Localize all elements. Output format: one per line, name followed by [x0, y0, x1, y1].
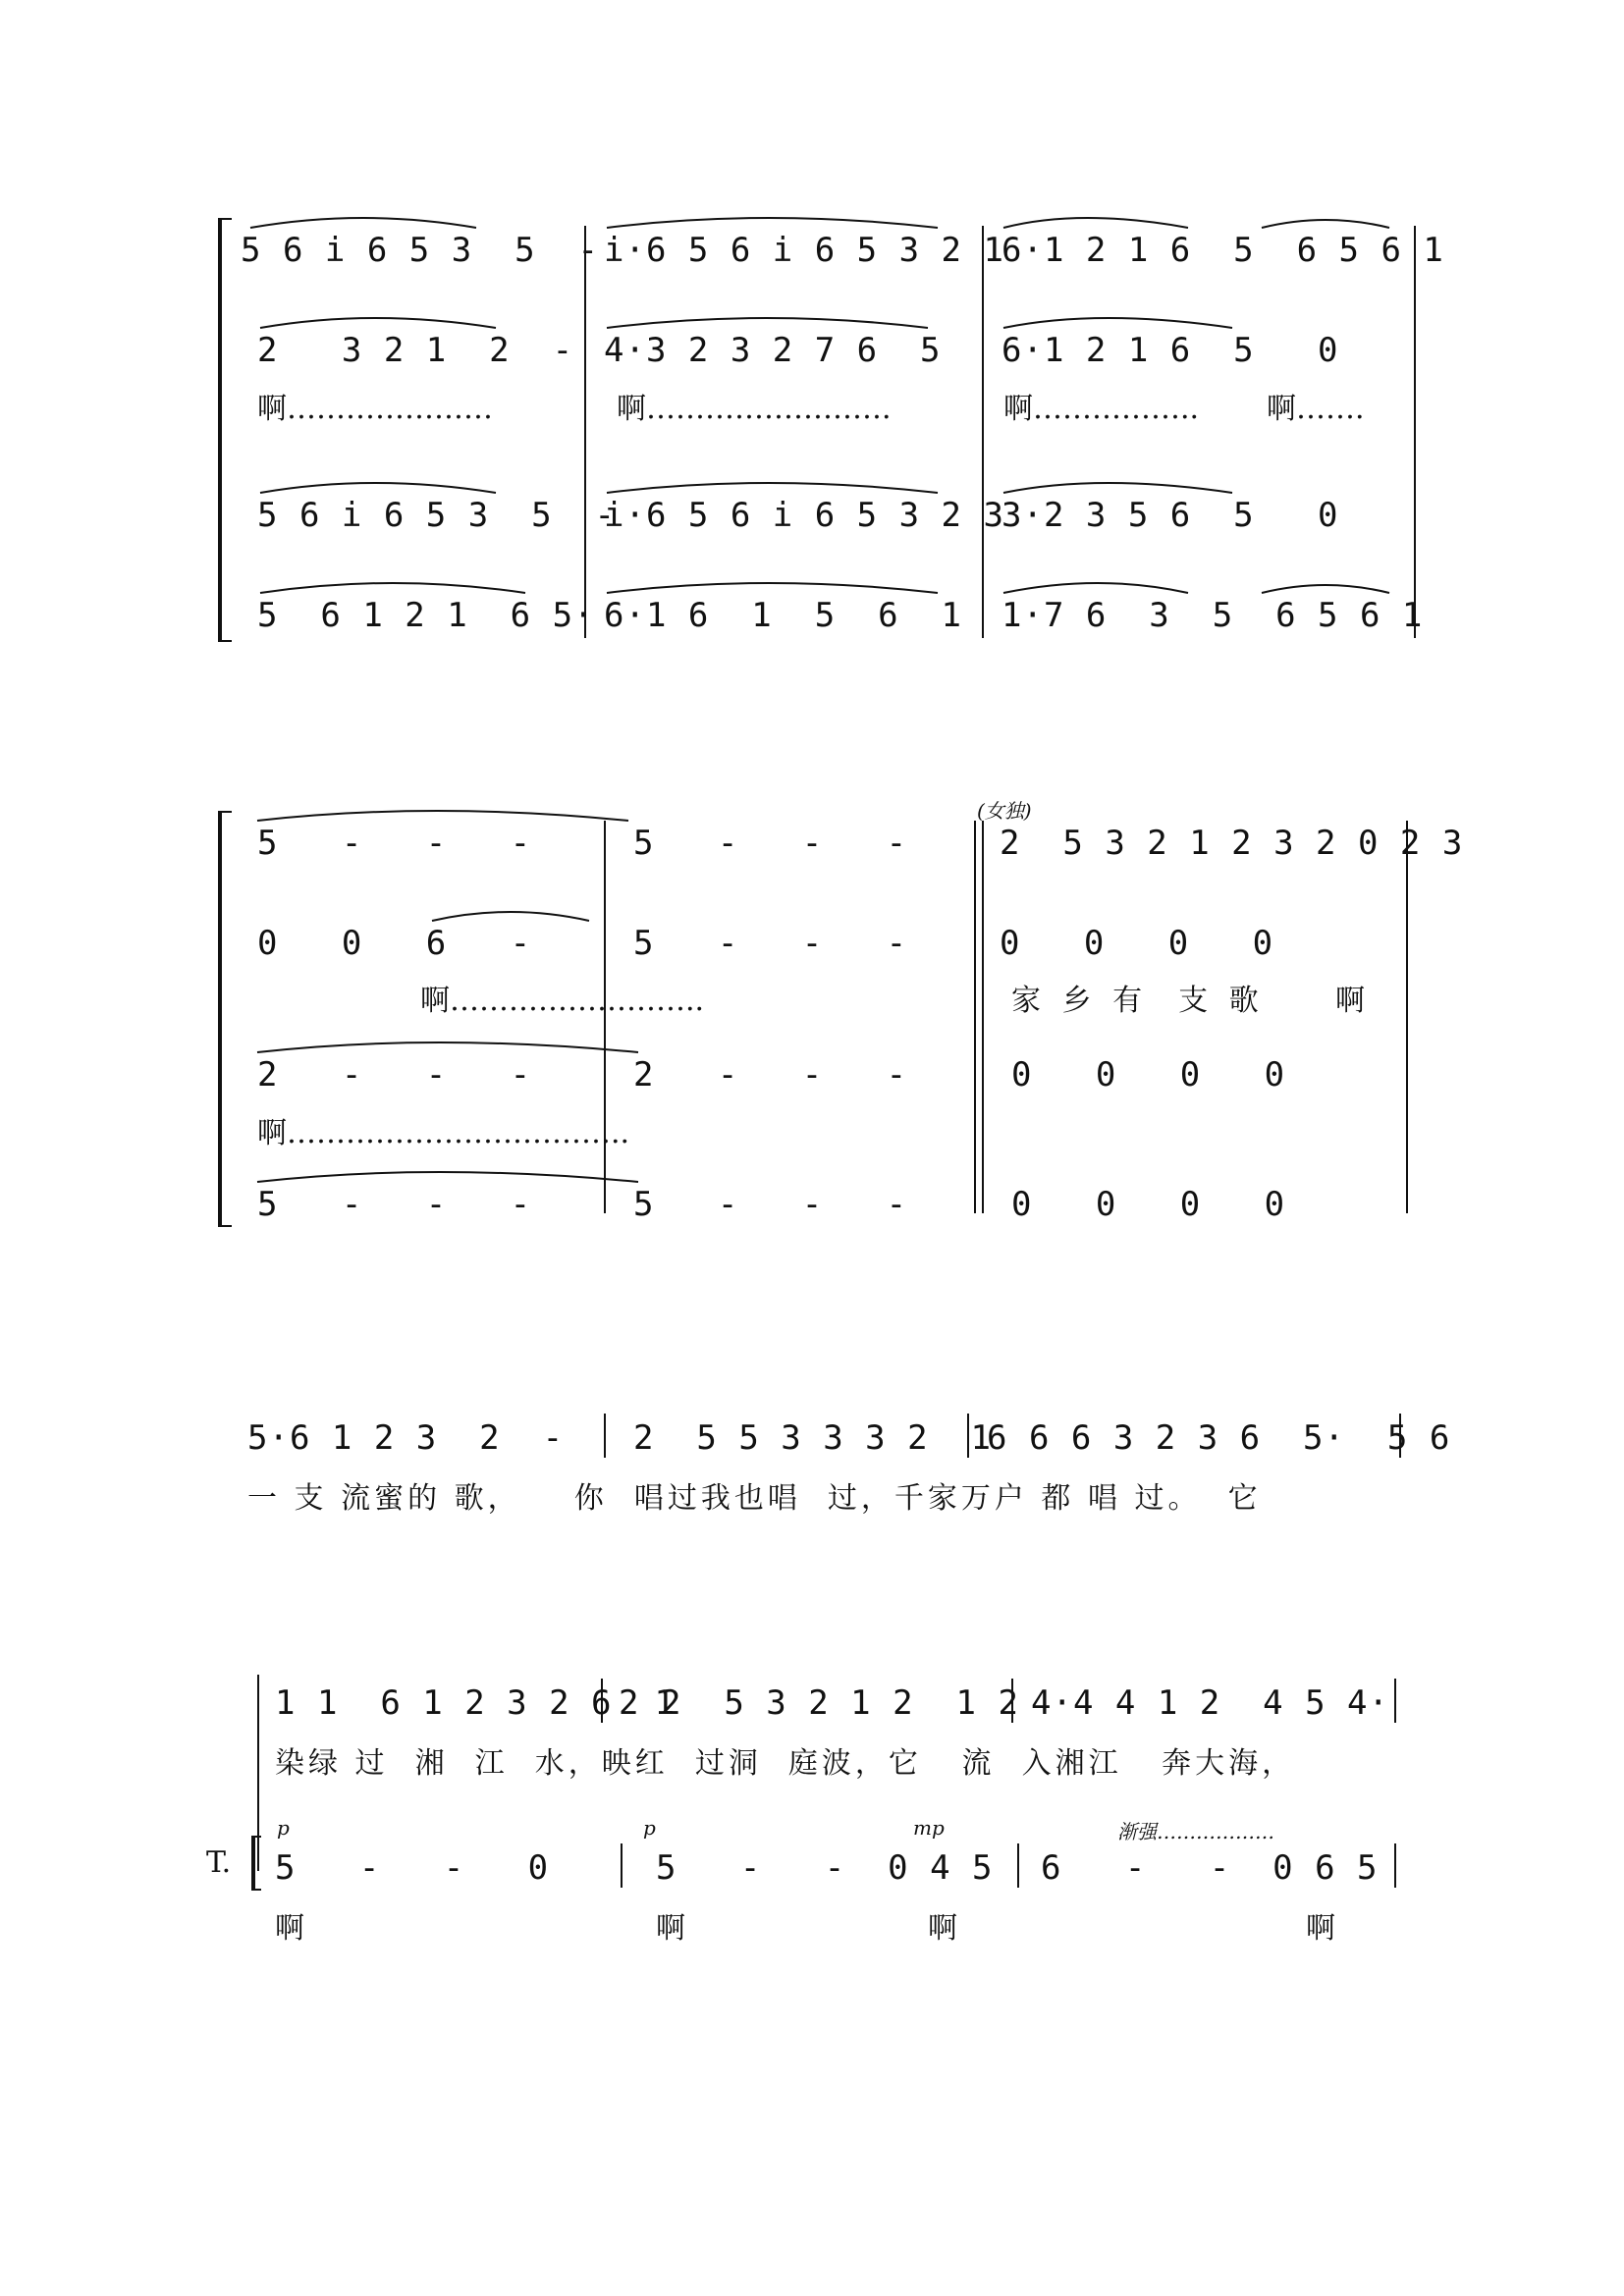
alto-lyric: 啊……………..	[1003, 392, 1200, 426]
soprano-measure: 5 - - -	[257, 824, 532, 863]
melody-lyric: 一 支 流蜜的 歌， 你 唱过我也唱 过，千家万户 都 唱 过。 它	[247, 1481, 1262, 1516]
alto-measure: 0 0 6 -	[257, 924, 532, 963]
tenor-measure: i·6 5 6 i 6 5 3 2 3	[604, 496, 1004, 535]
alto-lyric: 啊…….	[1267, 392, 1365, 426]
crescendo-mark: 渐强………………	[1117, 1820, 1274, 1843]
slur	[607, 583, 938, 593]
tenor-measure: 6 - - 0 6 5	[1041, 1848, 1379, 1888]
bass-measure: 1·7 6 3 5 6 5 6 1	[1001, 596, 1424, 635]
melody-measure: 5·6 1 2 3 2 -	[247, 1418, 565, 1458]
tenor-lyric: 啊	[275, 1911, 310, 1946]
tenor-measure: 5 6 i 6 5 3 5 -	[257, 496, 616, 535]
soprano-measure: 5 6 i 6 5 3 5 -	[241, 231, 599, 270]
alto-measure: 0 0 0 0	[1000, 924, 1274, 963]
soprano-measure: i·6 5 6 i 6 5 3 2 1	[604, 231, 1004, 270]
dynamic-mark: p	[643, 1816, 656, 1840]
soprano-measure: 2 5 3 2 1 2 3 2 0 2 3	[1000, 824, 1464, 863]
soprano-measure: 5 - - -	[633, 824, 908, 863]
slur	[607, 218, 938, 228]
slur	[607, 318, 928, 328]
slur	[260, 583, 525, 593]
melody-measure: 4·4 4 1 2 4 5 4·	[1031, 1683, 1389, 1723]
melody-measure: 6 6 6 3 2 3 6 5· 5 6	[987, 1418, 1451, 1458]
bass-measure: 5 6 1 2 1 6 5·	[257, 596, 595, 635]
alto-measure: 4·3 2 3 2 7 6 5	[604, 331, 942, 370]
tenor-lyric: 啊……………………………..	[257, 1116, 630, 1150]
tenor-lyric: 啊	[656, 1911, 691, 1946]
bass-measure: 5 - - -	[633, 1185, 908, 1224]
slur	[1262, 220, 1389, 228]
slur	[257, 811, 628, 821]
alto-lyric: 家 乡 有 支 歌	[1011, 984, 1265, 1018]
dynamic-mark: p	[277, 1816, 290, 1840]
tenor-measure: 5 - - 0 4 5	[656, 1848, 994, 1888]
alto-lyric: 啊…………………….	[617, 392, 892, 426]
bass-measure: 6·1 6 1 5 6 1	[604, 596, 962, 635]
slur	[432, 912, 589, 921]
alto-lyric: 啊……………………..	[420, 984, 705, 1018]
soprano-measure: 6·1 2 1 6 5 6 5 6 1	[1001, 231, 1444, 270]
slur	[1003, 318, 1232, 328]
melody-measure: 2 2 5 3 2 1 2 1 2	[619, 1683, 1019, 1723]
slur	[250, 218, 476, 228]
alto-measure: 6·1 2 1 6 5 0	[1001, 331, 1339, 370]
tenor-label: T.	[206, 1845, 232, 1880]
alto-measure: 5 - - -	[633, 924, 908, 963]
bass-measure: 5 - - -	[257, 1185, 532, 1224]
tenor-measure: 2 - - -	[257, 1055, 532, 1095]
dynamic-mark: mp	[913, 1816, 945, 1840]
melody-measure: 1 1 6 1 2 3 2 6 1	[275, 1683, 676, 1723]
tenor-measure: 0 0 0 0	[1011, 1055, 1286, 1095]
slur	[1003, 218, 1188, 228]
slur	[1003, 583, 1188, 593]
tenor-measure: 3·2 3 5 6 5 0	[1001, 496, 1339, 535]
slur	[257, 1172, 638, 1182]
tenor-lyric: 啊	[928, 1911, 963, 1946]
slur	[607, 483, 938, 493]
solo-marking: (女独)	[977, 799, 1032, 823]
melody-measure: 2 5 5 3 3 3 2 1	[633, 1418, 992, 1458]
slur	[260, 483, 496, 493]
melody-lyric: 染绿 过 湘 江 水，映红 过洞 庭波，它 流 入湘江 奔大海，	[275, 1746, 1296, 1781]
tenor-lyric: 啊	[1306, 1911, 1341, 1946]
tenor-measure: 5 - - 0	[275, 1848, 550, 1888]
alto-lyric: 啊	[1335, 984, 1371, 1018]
slur	[257, 1042, 638, 1052]
alto-measure: 2 3 2 1 2 -	[257, 331, 574, 370]
bass-measure: 0 0 0 0	[1011, 1185, 1286, 1224]
slur	[1003, 483, 1232, 493]
slur	[260, 318, 496, 328]
alto-lyric: 啊…………………	[257, 392, 493, 426]
slur	[1262, 585, 1389, 593]
tenor-measure: 2 - - -	[633, 1055, 908, 1095]
